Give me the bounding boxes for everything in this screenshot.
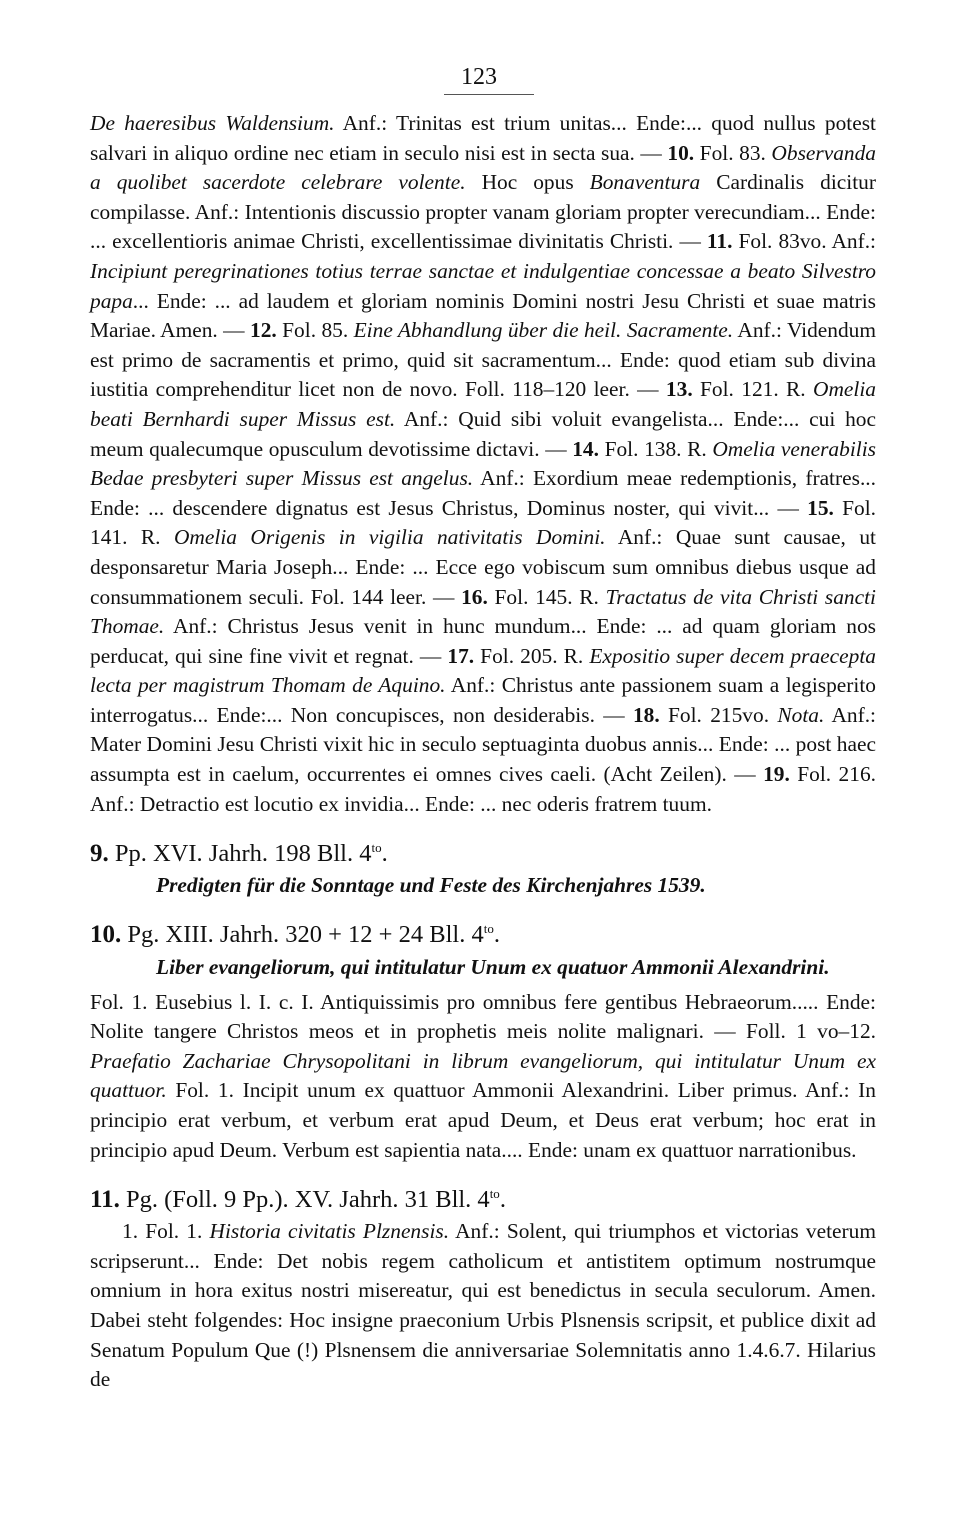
text-run: 12. [250,318,277,343]
text-run: Expositio super decem praecepta lecta per magistrum Thomam de Aquino. [90,643,876,698]
text-run: 1. Fol. 1. [122,1219,210,1244]
text-run: Eine Abhandlung über die heil. Sacramente. [353,318,734,343]
entry-10-number: 10. [90,921,122,949]
text-run: Fol. 141. R. [90,495,876,550]
entry-11-body [90,1217,876,1395]
text-run: Fol. 1. Eusebius l. I. c. I. Antiquissimis pro omnibus fere gentibus Hebraeorum..... Ende: Nolite tangere Christos meos et in prophetis meis nolite malignari. — Foll. 1 vo–12. [90,989,876,1044]
text-run: Anf.: Quid sibi voluit evangelista... Ende:... cui hoc meum qualecumque opusculum devotissime dictavi. — [90,406,876,461]
text-run: Fol. 83vo. Anf.: [732,229,877,254]
text-run: Fol. 1. Incipit unum ex quattuor Ammonii Alexandrini. Liber primus. Anf.: In principio erat verbum, et verbum erat apud Deum, et Deus erat verbum; hoc erat in principio apud Deum. Verbum est sapientia nata.... Ende: unam ex quattuor narrationibus. [90,1078,876,1162]
text-run: Anf.: Mater Domini Jesu Christi vixit hic in seculo septuaginta duobus annis... Ende: ... post haec assumpta est in caelum, occurrentes ei omnes cives caeli. (Acht Zeilen). — [90,702,877,787]
entry-9-heading [90,833,876,869]
entry-9-heading-text: Pp. XVI. Jahrh. 198 Bll. 4 [108,840,372,868]
entry-10-format-sup: to [483,921,494,937]
text-run: Cardinalis dicitur compilasse. Anf.: Intentionis discussio propter vanam gloriam propter verecundiam... Ende: ... excellentioris animae Christi, excellentissimae divinitatis Christi. — [90,170,876,254]
text-run: Fol. 138. R. [598,436,713,461]
entry-11-heading-end: . [499,1186,506,1214]
entry-9 [90,833,876,900]
text-run: Anf.: Christus ante passionem suam a legisperito interrogatus... Ende:... Non concupisces, non desiderabis. — [90,673,876,727]
text-run: Anf.: Christus Jesus venit in hunc mundum... Ende: ... ad quam gloriam nos perducat, qui sine fine vivit et regnat. — [90,614,876,668]
text-run: Omelia beati Bernhardi super Missus est. [90,377,876,431]
text-run: Fol. 85. [276,318,354,343]
entry-10 [90,914,876,1165]
document-page [90,62,876,1395]
text-run: Fol. 83. [694,140,772,165]
text-run: 16. [461,584,488,609]
text-run: Anf.: Quae sunt causae, ut desponsaretur Maria Joseph... Ende: ... Ecce ego vobiscum sum omnibus diebus usque ad consummationem seculi. Fol. 144 leer. — [90,525,876,609]
text-run: Fol. 121. R. [692,377,814,402]
entry-9-heading-end: . [381,840,388,868]
entry-10-text [90,988,876,1166]
entry-9-subtitle: Predigten für die Sonntage und Feste des Kirchenjahres 1539. [156,873,706,898]
text-run: 17. [447,643,475,668]
entry-10-body [90,988,876,1166]
text-run: Anf.: Exordium meae redemptionis, fratres... Ende: ... descendere dignatus est Jesus Christus, Dominus noster, qui vivit... — [90,466,876,520]
text-run: Anf.: Solent, qui triumphos et victorias veterum scripserunt... Ende: Det nobis regem catholicum et antistitem optimum nostrumque omnium in hora exitus nostri misereatur, qui est benedictus in secula seculorum. Amen. Dabei steht folgendes: Hoc insigne praeconium Urbis Plsnensis scripsit, et publice dixit ad Senatum Populum Que (!) Plsnensem die anniversariae Solemnitatis anno 1.4.6.7. Hilarius de [90,1219,876,1392]
entry-11-number: 11. [90,1186,120,1214]
text-run: 13. [665,377,693,402]
text-run: ... Ende: ... ad laudem et gloriam nominis Domini nostri Jesu Christi et suae matris Mariae. Amen. — [90,288,876,343]
text-run: Fol. 215vo. [659,702,778,727]
entry-11-format-sup: to [489,1186,500,1202]
entry-9-number: 9. [90,840,109,868]
entry-11 [90,1179,876,1395]
text-run: Fol. 145. R. [487,584,606,609]
entry-10-heading-text: Pg. XIII. Jahrh. 320 + 12 + 24 Bll. 4 [121,921,484,949]
text-run: Tractatus de vita Christi sancti Thomae. [90,584,876,639]
entry-11-heading [90,1179,876,1215]
text-run: Observanda a quolibet sacerdote celebrare volente. [90,140,876,195]
entry-10-heading [90,914,876,950]
text-run: Anf.: Trinitas est trium unitas... Ende:... quod nullus potest salvari in aliquo ordine nec etiam in seculo nisi est in secta sua. — [90,111,876,165]
text-run: 19. [763,762,790,787]
header-rule [444,94,534,95]
text-run: Anf.: Videndum est primo de sacramentis et primo, quid sit sacramentum... Ende: quod etiam sub divina iustitia comprehenditur licet non de novo. Foll. 118–120 leer. — [90,318,876,402]
text-run: Historia civitatis Plznensis. [209,1219,450,1244]
entry-9-format-sup: to [371,840,382,856]
text-run: Nota. [777,702,825,727]
page-number: 123 [461,64,497,90]
text-run: 15. [807,495,834,520]
text-run: 10. [667,140,695,165]
entry-10-subtitle: Liber evangeliorum, qui intitulatur Unum ex quatuor Ammonii Alexandrini. [156,954,830,979]
text-run: 18. [632,702,660,727]
text-run: Praefatio Zachariae Chrysopolitani in librum evangeliorum, qui intitulatur Unum ex quattuor. [90,1048,876,1103]
entry-8-continuation [90,109,876,819]
text-run: Fol. 205. R. [474,643,590,668]
text-run: Incipiunt peregrinationes totius terrae sanctae et indulgentiae concessae a beato Silvestro papa [90,258,876,313]
entry-10-heading-end: . [493,921,500,949]
text-run: Hoc opus [465,170,590,195]
text-run: De haeresibus Waldensium. [90,111,335,135]
text-run: 14. [572,436,599,461]
entry-8-text [90,109,876,819]
text-run: Fol. 216. Anf.: Detractio est locutio ex invidia... Ende: ... nec oderis fratrem tuum. [90,762,876,816]
text-run: 11. [706,229,733,254]
text-run: Bonaventura [589,170,701,195]
text-run: Omelia Origenis in vigilia nativitatis Domini. [173,525,606,550]
entry-11-heading-text: Pg. (Foll. 9 Pp.). XV. Jahrh. 31 Bll. 4 [119,1186,490,1214]
entry-11-text [90,1217,876,1395]
text-run: Omelia venerabilis Bedae presbyteri super Missus est angelus. [90,436,876,491]
